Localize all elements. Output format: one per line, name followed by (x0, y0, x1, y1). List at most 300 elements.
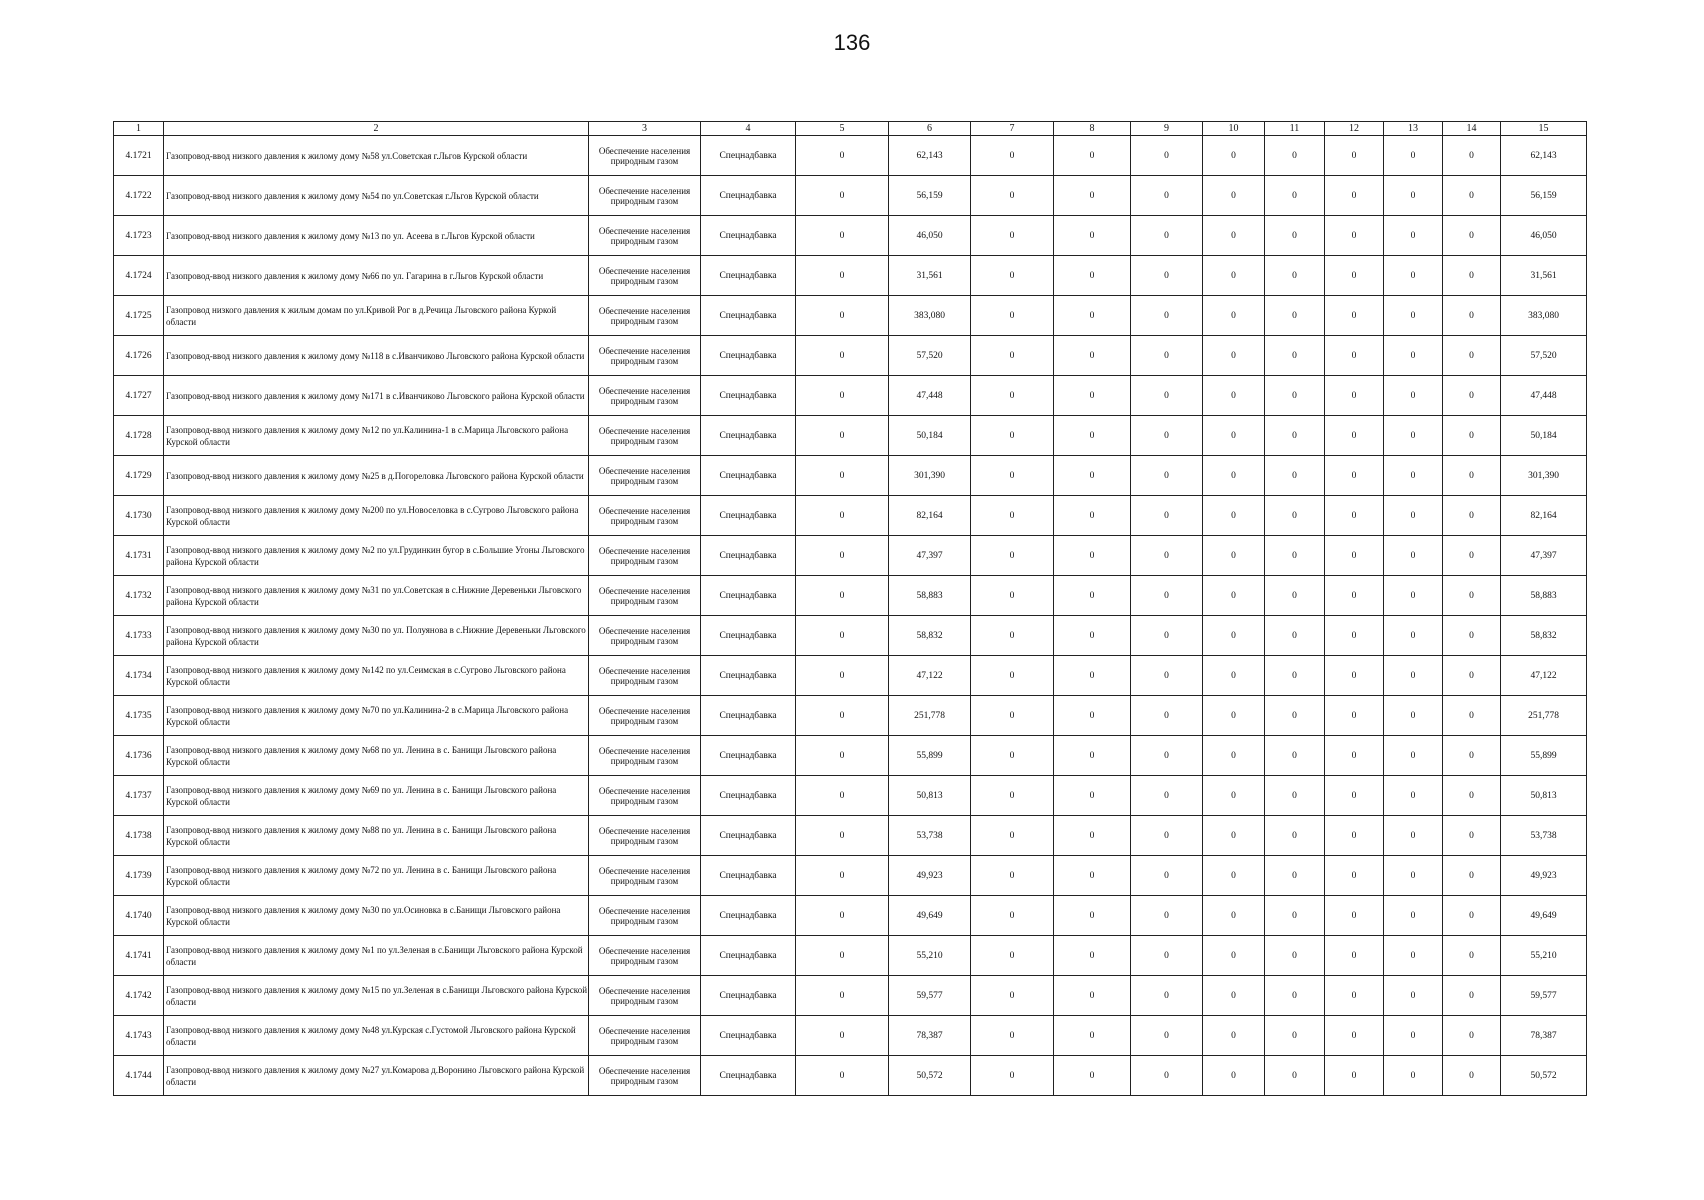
value-cell: 0 (1054, 896, 1131, 936)
value-cell: 0 (971, 176, 1054, 216)
value-cell: 0 (1054, 576, 1131, 616)
table-row (114, 256, 1587, 296)
column-header: 6 (889, 122, 971, 136)
purpose-cell: Обеспечение населения природным газом (589, 1016, 701, 1056)
value-cell: 0 (1054, 1056, 1131, 1096)
funding-source-cell: Спецнадбавка (701, 256, 796, 296)
table-row (114, 456, 1587, 496)
value-cell: 0 (1131, 256, 1203, 296)
total-cell: 47,122 (1501, 656, 1587, 696)
value-cell: 0 (1443, 656, 1501, 696)
funding-source-cell: Спецнадбавка (701, 296, 796, 336)
value-cell: 0 (1054, 176, 1131, 216)
value-cell: 0 (796, 816, 889, 856)
total-cell: 301,390 (1501, 456, 1587, 496)
value-cell: 0 (1384, 1016, 1443, 1056)
value-cell: 0 (1443, 776, 1501, 816)
value-cell: 0 (1054, 736, 1131, 776)
value-cell: 49,649 (889, 896, 971, 936)
value-cell: 0 (1325, 976, 1384, 1016)
value-cell: 0 (1443, 576, 1501, 616)
value-cell: 0 (1054, 456, 1131, 496)
value-cell: 0 (1325, 696, 1384, 736)
value-cell: 0 (1325, 656, 1384, 696)
funding-source-cell: Спецнадбавка (701, 176, 796, 216)
value-cell: 0 (1265, 656, 1325, 696)
value-cell: 0 (971, 776, 1054, 816)
value-cell: 46,050 (889, 216, 971, 256)
value-cell: 0 (1384, 176, 1443, 216)
row-id-cell: 4.1730 (114, 496, 164, 536)
value-cell: 0 (796, 736, 889, 776)
value-cell: 0 (1384, 456, 1443, 496)
object-name-cell: Газопровод-ввод низкого давления к жилому дому №30 по ул.Осиновка в с.Банищи Льговского района Курской области (164, 896, 589, 936)
value-cell: 0 (1131, 896, 1203, 936)
value-cell: 0 (796, 136, 889, 176)
column-number-row (114, 122, 1587, 136)
column-header: 2 (164, 122, 589, 136)
table-row (114, 336, 1587, 376)
value-cell: 0 (1325, 776, 1384, 816)
value-cell: 49,923 (889, 856, 971, 896)
funding-source-cell: Спецнадбавка (701, 496, 796, 536)
value-cell: 0 (1443, 376, 1501, 416)
row-id-cell: 4.1726 (114, 336, 164, 376)
value-cell: 55,899 (889, 736, 971, 776)
total-cell: 50,813 (1501, 776, 1587, 816)
value-cell: 0 (1203, 416, 1265, 456)
value-cell: 0 (1203, 296, 1265, 336)
value-cell: 0 (1325, 736, 1384, 776)
value-cell: 0 (1443, 296, 1501, 336)
value-cell: 0 (1325, 576, 1384, 616)
value-cell: 0 (1131, 576, 1203, 616)
value-cell: 0 (796, 416, 889, 456)
value-cell: 0 (1325, 816, 1384, 856)
value-cell: 0 (1443, 136, 1501, 176)
value-cell: 0 (1384, 216, 1443, 256)
funding-source-cell: Спецнадбавка (701, 216, 796, 256)
value-cell: 0 (1443, 976, 1501, 1016)
table-row (114, 896, 1587, 936)
funding-source-cell: Спецнадбавка (701, 136, 796, 176)
value-cell: 0 (796, 656, 889, 696)
value-cell: 0 (971, 416, 1054, 456)
table-row (114, 496, 1587, 536)
table-row (114, 216, 1587, 256)
value-cell: 0 (1265, 456, 1325, 496)
purpose-cell: Обеспечение населения природным газом (589, 776, 701, 816)
total-cell: 46,050 (1501, 216, 1587, 256)
row-id-cell: 4.1741 (114, 936, 164, 976)
purpose-cell: Обеспечение населения природным газом (589, 576, 701, 616)
value-cell: 0 (1131, 696, 1203, 736)
value-cell: 0 (1325, 936, 1384, 976)
value-cell: 0 (1265, 176, 1325, 216)
row-id-cell: 4.1733 (114, 616, 164, 656)
value-cell: 0 (971, 856, 1054, 896)
funding-source-cell: Спецнадбавка (701, 896, 796, 936)
value-cell: 0 (1054, 976, 1131, 1016)
row-id-cell: 4.1727 (114, 376, 164, 416)
value-cell: 0 (1265, 1016, 1325, 1056)
value-cell: 0 (1131, 536, 1203, 576)
value-cell: 0 (1384, 896, 1443, 936)
value-cell: 0 (1384, 576, 1443, 616)
value-cell: 0 (1131, 656, 1203, 696)
value-cell: 0 (971, 136, 1054, 176)
value-cell: 0 (971, 536, 1054, 576)
value-cell: 47,448 (889, 376, 971, 416)
row-id-cell: 4.1735 (114, 696, 164, 736)
purpose-cell: Обеспечение населения природным газом (589, 536, 701, 576)
value-cell: 0 (1265, 976, 1325, 1016)
value-cell: 0 (1203, 536, 1265, 576)
total-cell: 58,883 (1501, 576, 1587, 616)
value-cell: 0 (1325, 176, 1384, 216)
value-cell: 0 (1054, 536, 1131, 576)
row-id-cell: 4.1724 (114, 256, 164, 296)
row-id-cell: 4.1721 (114, 136, 164, 176)
value-cell: 0 (1131, 776, 1203, 816)
column-header: 12 (1325, 122, 1384, 136)
value-cell: 0 (1203, 856, 1265, 896)
value-cell: 0 (1203, 896, 1265, 936)
object-name-cell: Газопровод-ввод низкого давления к жилому дому №13 по ул. Асеева в г.Льгов Курской области (164, 216, 589, 256)
column-header: 14 (1443, 122, 1501, 136)
total-cell: 50,572 (1501, 1056, 1587, 1096)
purpose-cell: Обеспечение населения природным газом (589, 216, 701, 256)
table-row (114, 936, 1587, 976)
object-name-cell: Газопровод-ввод низкого давления к жилому дому №30 по ул. Полуянова в с.Нижние Деревеньки Льговского района Курской области (164, 616, 589, 656)
value-cell: 0 (1203, 456, 1265, 496)
funding-source-cell: Спецнадбавка (701, 816, 796, 856)
page-number: 136 (833, 30, 871, 55)
column-header: 10 (1203, 122, 1265, 136)
value-cell: 0 (1443, 696, 1501, 736)
value-cell: 0 (971, 456, 1054, 496)
value-cell: 0 (1384, 536, 1443, 576)
value-cell: 0 (796, 1016, 889, 1056)
value-cell: 0 (796, 896, 889, 936)
object-name-cell: Газопровод-ввод низкого давления к жилому дому №70 по ул.Калинина-2 в с.Марица Льговского района Курской области (164, 696, 589, 736)
investment-program-table (113, 121, 1587, 1096)
purpose-cell: Обеспечение населения природным газом (589, 816, 701, 856)
column-header: 4 (701, 122, 796, 136)
value-cell: 0 (971, 656, 1054, 696)
value-cell: 0 (1054, 856, 1131, 896)
value-cell: 0 (1203, 176, 1265, 216)
value-cell: 0 (1443, 1056, 1501, 1096)
value-cell: 0 (1203, 496, 1265, 536)
value-cell: 47,122 (889, 656, 971, 696)
value-cell: 0 (1203, 696, 1265, 736)
object-name-cell: Газопровод-ввод низкого давления к жилому дому №15 по ул.Зеленая в с.Банищи Льговского района Курской области (164, 976, 589, 1016)
purpose-cell: Обеспечение населения природным газом (589, 1056, 701, 1096)
row-id-cell: 4.1725 (114, 296, 164, 336)
value-cell: 0 (1131, 856, 1203, 896)
value-cell: 0 (1265, 256, 1325, 296)
value-cell: 0 (796, 496, 889, 536)
column-header: 3 (589, 122, 701, 136)
funding-source-cell: Спецнадбавка (701, 576, 796, 616)
funding-source-cell: Спецнадбавка (701, 696, 796, 736)
value-cell: 0 (971, 816, 1054, 856)
value-cell: 0 (1384, 376, 1443, 416)
value-cell: 0 (1203, 616, 1265, 656)
value-cell: 0 (1384, 696, 1443, 736)
value-cell: 0 (971, 576, 1054, 616)
value-cell: 0 (1443, 256, 1501, 296)
value-cell: 0 (796, 336, 889, 376)
row-id-cell: 4.1739 (114, 856, 164, 896)
table-row (114, 296, 1587, 336)
value-cell: 0 (1203, 936, 1265, 976)
row-id-cell: 4.1736 (114, 736, 164, 776)
object-name-cell: Газопровод-ввод низкого давления к жилому дому №118 в с.Иванчиково Льговского района Курской области (164, 336, 589, 376)
table-row (114, 176, 1587, 216)
value-cell: 0 (1203, 976, 1265, 1016)
value-cell: 0 (1384, 416, 1443, 456)
purpose-cell: Обеспечение населения природным газом (589, 336, 701, 376)
total-cell: 55,210 (1501, 936, 1587, 976)
value-cell: 0 (1384, 936, 1443, 976)
table-body (114, 136, 1587, 1096)
value-cell: 0 (1384, 776, 1443, 816)
total-cell: 78,387 (1501, 1016, 1587, 1056)
value-cell: 0 (1265, 1056, 1325, 1096)
column-header: 13 (1384, 122, 1443, 136)
total-cell: 31,561 (1501, 256, 1587, 296)
value-cell: 0 (1265, 336, 1325, 376)
object-name-cell: Газопровод-ввод низкого давления к жилому дому №69 по ул. Ленина в с. Банищи Льговского района Курской области (164, 776, 589, 816)
total-cell: 47,448 (1501, 376, 1587, 416)
value-cell: 55,210 (889, 936, 971, 976)
value-cell: 0 (1203, 1056, 1265, 1096)
column-header: 11 (1265, 122, 1325, 136)
total-cell: 57,520 (1501, 336, 1587, 376)
value-cell: 0 (1203, 256, 1265, 296)
value-cell: 62,143 (889, 136, 971, 176)
value-cell: 0 (1265, 856, 1325, 896)
value-cell: 0 (1265, 696, 1325, 736)
value-cell: 0 (1054, 1016, 1131, 1056)
purpose-cell: Обеспечение населения природным газом (589, 936, 701, 976)
value-cell: 0 (1131, 376, 1203, 416)
table-row (114, 696, 1587, 736)
funding-source-cell: Спецнадбавка (701, 416, 796, 456)
value-cell: 31,561 (889, 256, 971, 296)
value-cell: 50,813 (889, 776, 971, 816)
value-cell: 0 (1443, 936, 1501, 976)
funding-source-cell: Спецнадбавка (701, 1016, 796, 1056)
row-id-cell: 4.1738 (114, 816, 164, 856)
value-cell: 0 (1443, 496, 1501, 536)
value-cell: 0 (1054, 776, 1131, 816)
value-cell: 0 (1131, 296, 1203, 336)
value-cell: 0 (1131, 1016, 1203, 1056)
value-cell: 0 (796, 1056, 889, 1096)
value-cell: 0 (1325, 256, 1384, 296)
value-cell: 0 (1443, 336, 1501, 376)
purpose-cell: Обеспечение населения природным газом (589, 176, 701, 216)
value-cell: 0 (1384, 336, 1443, 376)
value-cell: 0 (971, 696, 1054, 736)
object-name-cell: Газопровод-ввод низкого давления к жилому дому №12 по ул.Калинина-1 в с.Марица Льговского района Курской области (164, 416, 589, 456)
purpose-cell: Обеспечение населения природным газом (589, 416, 701, 456)
total-cell: 53,738 (1501, 816, 1587, 856)
row-id-cell: 4.1732 (114, 576, 164, 616)
purpose-cell: Обеспечение населения природным газом (589, 256, 701, 296)
value-cell: 0 (1054, 616, 1131, 656)
value-cell: 78,387 (889, 1016, 971, 1056)
object-name-cell: Газопровод-ввод низкого давления к жилому дому №31 по ул.Советская в с.Нижние Деревеньки Льговского района Курской области (164, 576, 589, 616)
value-cell: 82,164 (889, 496, 971, 536)
object-name-cell: Газопровод низкого давления к жилым домам по ул.Кривой Рог в д.Речица Льговского района Куркой области (164, 296, 589, 336)
value-cell: 0 (796, 256, 889, 296)
value-cell: 0 (796, 176, 889, 216)
value-cell: 0 (1265, 896, 1325, 936)
value-cell: 0 (1131, 456, 1203, 496)
value-cell: 0 (1131, 176, 1203, 216)
value-cell: 0 (971, 1016, 1054, 1056)
row-id-cell: 4.1731 (114, 536, 164, 576)
value-cell: 0 (971, 216, 1054, 256)
value-cell: 0 (1131, 736, 1203, 776)
funding-source-cell: Спецнадбавка (701, 336, 796, 376)
value-cell: 0 (1384, 736, 1443, 776)
value-cell: 0 (971, 496, 1054, 536)
value-cell: 0 (1054, 816, 1131, 856)
value-cell: 0 (1325, 536, 1384, 576)
value-cell: 0 (1325, 896, 1384, 936)
value-cell: 0 (1131, 976, 1203, 1016)
value-cell: 0 (1203, 776, 1265, 816)
funding-source-cell: Спецнадбавка (701, 376, 796, 416)
object-name-cell: Газопровод-ввод низкого давления к жилому дому №88 по ул. Ленина в с. Банищи Льговского района Курской области (164, 816, 589, 856)
value-cell: 0 (1131, 136, 1203, 176)
value-cell: 0 (971, 736, 1054, 776)
value-cell: 0 (1203, 216, 1265, 256)
value-cell: 0 (796, 376, 889, 416)
object-name-cell: Газопровод-ввод низкого давления к жилому дому №54 по ул.Советская г.Льгов Курской области (164, 176, 589, 216)
value-cell: 0 (796, 856, 889, 896)
value-cell: 0 (1443, 416, 1501, 456)
value-cell: 0 (1203, 1016, 1265, 1056)
value-cell: 0 (1131, 936, 1203, 976)
value-cell: 0 (1384, 136, 1443, 176)
purpose-cell: Обеспечение населения природным газом (589, 736, 701, 776)
purpose-cell: Обеспечение населения природным газом (589, 896, 701, 936)
value-cell: 0 (1384, 296, 1443, 336)
value-cell: 0 (1054, 416, 1131, 456)
value-cell: 58,832 (889, 616, 971, 656)
value-cell: 50,184 (889, 416, 971, 456)
value-cell: 0 (796, 776, 889, 816)
value-cell: 0 (1054, 136, 1131, 176)
purpose-cell: Обеспечение населения природным газом (589, 696, 701, 736)
value-cell: 0 (1325, 216, 1384, 256)
object-name-cell: Газопровод-ввод низкого давления к жилому дому №68 по ул. Ленина в с. Банищи Льговского района Курской области (164, 736, 589, 776)
value-cell: 56,159 (889, 176, 971, 216)
value-cell: 0 (1265, 776, 1325, 816)
funding-source-cell: Спецнадбавка (701, 616, 796, 656)
value-cell: 0 (1325, 136, 1384, 176)
value-cell: 0 (1131, 816, 1203, 856)
row-id-cell: 4.1737 (114, 776, 164, 816)
value-cell: 0 (1054, 296, 1131, 336)
value-cell: 0 (1054, 336, 1131, 376)
object-name-cell: Газопровод-ввод низкого давления к жилому дому №200 по ул.Новоселовка в с.Сугрово Льговского района Курской области (164, 496, 589, 536)
value-cell: 0 (1203, 376, 1265, 416)
value-cell: 0 (1325, 416, 1384, 456)
object-name-cell: Газопровод-ввод низкого давления к жилому дому №72 по ул. Ленина в с. Банищи Льговского района Курской области (164, 856, 589, 896)
purpose-cell: Обеспечение населения природным газом (589, 656, 701, 696)
total-cell: 56,159 (1501, 176, 1587, 216)
value-cell: 0 (796, 936, 889, 976)
total-cell: 383,080 (1501, 296, 1587, 336)
total-cell: 251,778 (1501, 696, 1587, 736)
value-cell: 301,390 (889, 456, 971, 496)
object-name-cell: Газопровод-ввод низкого давления к жилому дому №1 по ул.Зеленая в с.Банищи Льговского района Курской области (164, 936, 589, 976)
value-cell: 0 (1203, 136, 1265, 176)
row-id-cell: 4.1743 (114, 1016, 164, 1056)
value-cell: 0 (971, 896, 1054, 936)
total-cell: 58,832 (1501, 616, 1587, 656)
value-cell: 0 (1384, 656, 1443, 696)
value-cell: 0 (1443, 216, 1501, 256)
funding-source-cell: Спецнадбавка (701, 976, 796, 1016)
row-id-cell: 4.1742 (114, 976, 164, 1016)
value-cell: 0 (1203, 576, 1265, 616)
value-cell: 0 (1384, 496, 1443, 536)
column-header: 15 (1501, 122, 1587, 136)
value-cell: 0 (1443, 616, 1501, 656)
value-cell: 0 (971, 296, 1054, 336)
purpose-cell: Обеспечение населения природным газом (589, 456, 701, 496)
value-cell: 0 (971, 976, 1054, 1016)
value-cell: 0 (1325, 1056, 1384, 1096)
table-row (114, 976, 1587, 1016)
object-name-cell: Газопровод-ввод низкого давления к жилому дому №27 ул.Комарова д.Воронино Льговского района Курской области (164, 1056, 589, 1096)
value-cell: 0 (1054, 256, 1131, 296)
row-id-cell: 4.1740 (114, 896, 164, 936)
value-cell: 0 (796, 216, 889, 256)
value-cell: 0 (796, 616, 889, 656)
value-cell: 0 (1443, 736, 1501, 776)
value-cell: 0 (971, 1056, 1054, 1096)
column-header: 8 (1054, 122, 1131, 136)
table-row (114, 616, 1587, 656)
value-cell: 0 (1325, 296, 1384, 336)
value-cell: 0 (1265, 536, 1325, 576)
purpose-cell: Обеспечение населения природным газом (589, 616, 701, 656)
value-cell: 0 (1265, 496, 1325, 536)
value-cell: 0 (1443, 816, 1501, 856)
value-cell: 0 (1265, 616, 1325, 656)
value-cell: 0 (1384, 256, 1443, 296)
purpose-cell: Обеспечение населения природным газом (589, 136, 701, 176)
value-cell: 251,778 (889, 696, 971, 736)
total-cell: 50,184 (1501, 416, 1587, 456)
total-cell: 49,649 (1501, 896, 1587, 936)
value-cell: 0 (971, 256, 1054, 296)
row-id-cell: 4.1723 (114, 216, 164, 256)
value-cell: 0 (1131, 336, 1203, 376)
value-cell: 0 (1131, 216, 1203, 256)
row-id-cell: 4.1728 (114, 416, 164, 456)
value-cell: 53,738 (889, 816, 971, 856)
